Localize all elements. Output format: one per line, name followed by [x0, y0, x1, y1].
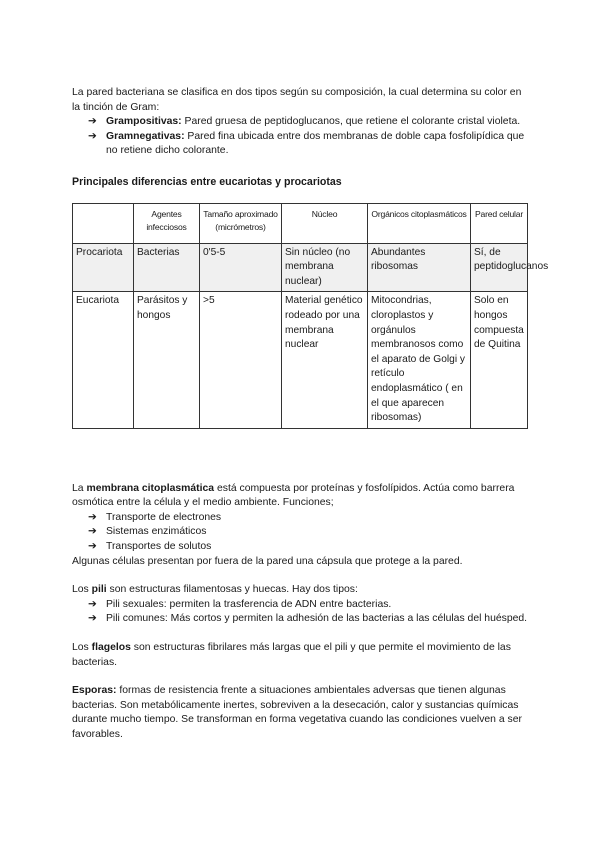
- list-item: ➔ Pili sexuales: permiten la trasferencia de ADN entre bacterias.: [72, 598, 528, 613]
- list-item: ➔ Pili comunes: Más cortos y permiten la adhesión de las bacterias a las células del huésped.: [72, 612, 528, 627]
- column-header: Núcleo: [282, 203, 368, 243]
- membrane-paragraph: La membrana citoplasmática está compuesta por proteínas y fosfolípidos. Actúa como barrera osmótica entre la célula y el medio ambiente. Funciones;: [72, 482, 515, 509]
- gram-positive-term: Grampositivas:: [106, 116, 182, 128]
- flagella-term: flagelos: [91, 642, 131, 654]
- arrow-icon: ➔: [88, 598, 97, 610]
- table-cell: Sin núcleo (no membrana nuclear): [282, 243, 368, 292]
- column-header: Tamaño aproximado (micrómetros): [200, 203, 282, 243]
- arrow-icon: ➔: [88, 130, 97, 142]
- arrow-icon: ➔: [88, 613, 97, 625]
- membrane-functions-list: [72, 511, 528, 555]
- table-cell: Abundantes ribosomas: [368, 243, 471, 292]
- arrow-icon: ➔: [88, 511, 97, 523]
- list-item: [72, 130, 528, 159]
- table-title: Principales diferencias entre eucariotas y procariotas: [72, 175, 342, 188]
- table-cell: Procariota: [73, 243, 134, 292]
- differences-table: [72, 203, 549, 429]
- pili-term: pili: [91, 584, 107, 596]
- gram-negative-term: Gramnegativas:: [106, 130, 185, 142]
- table-cell: Parásitos y hongos: [134, 292, 200, 428]
- table-cell: 0'5-5: [200, 243, 282, 292]
- table-cell: Eucariota: [73, 292, 134, 428]
- pili-paragraph: Los pili son estructuras filamentosas y huecas. Hay dos tipos:: [72, 584, 358, 596]
- membrane-section: [72, 482, 528, 570]
- arrow-icon: ➔: [88, 116, 97, 128]
- list-item: ➔ Sistemas enzimáticos: [72, 525, 528, 540]
- membrane-term: membrana citoplasmática: [86, 482, 215, 494]
- spores-term: Esporas:: [72, 685, 117, 697]
- spores-paragraph: Esporas: formas de resistencia frente a situaciones ambientales adversas que tienen algunas bacterias. Son metabólicamente inertes, sobreviven a la desecación, calor y sustancias químicas durante mucho tiempo. Se transforman en forma vegetativa cuando las condiciones vuelven a ser favorables.: [72, 685, 522, 740]
- arrow-icon: ➔: [88, 541, 97, 553]
- document-page: [72, 86, 549, 743]
- gram-intro-paragraph: La pared bacteriana se clasifica en dos tipos según su composición, la cual determina su color en la tinción de Gram:: [72, 87, 522, 113]
- table-cell: Mitocondrias, cloroplastos y orgánulos membranosos como el aparato de Golgi y retículo endoplasmático ( en el que aparecen ribosomas): [368, 292, 471, 428]
- arrow-icon: ➔: [88, 526, 97, 538]
- list-item: ➔ Transporte de electrones: [72, 511, 528, 526]
- column-header: Orgánicos citoplasmáticos: [368, 203, 471, 243]
- table-cell: Material genético rodeado por una membrana nuclear: [282, 292, 368, 428]
- table-cell: Sí, de peptidoglucanos: [471, 243, 528, 292]
- pili-section: [72, 583, 528, 627]
- table-row: [73, 292, 528, 428]
- pili-types-list: [72, 598, 528, 627]
- column-header: Agentes infecciosos: [134, 203, 200, 243]
- list-item: ➔ Transportes de solutos: [72, 540, 528, 555]
- column-header: [73, 203, 134, 243]
- table-cell: Solo en hongos compuesta de Quitina: [471, 292, 528, 428]
- table-row: [73, 243, 528, 292]
- table-cell: >5: [200, 292, 282, 428]
- list-item: [72, 115, 528, 130]
- gram-negative-desc: Pared fina ubicada entre dos membranas de doble capa fosfolipídica que no retiene dicho colorante.: [106, 130, 525, 157]
- capsule-paragraph: Algunas células presentan por fuera de la pared una cápsula que protege a la pared.: [72, 555, 463, 567]
- column-header: Pared celular: [471, 203, 528, 243]
- table-cell: Bacterias: [134, 243, 200, 292]
- gram-types-list: [72, 115, 528, 159]
- table-header-row: [73, 203, 528, 243]
- flagella-paragraph: Los flagelos son estructuras fibrilares más largas que el pili y que permite el movimiento de las bacterias.: [72, 642, 511, 668]
- gram-positive-desc: Pared gruesa de peptidoglucanos, que retiene el colorante cristal violeta.: [181, 116, 521, 128]
